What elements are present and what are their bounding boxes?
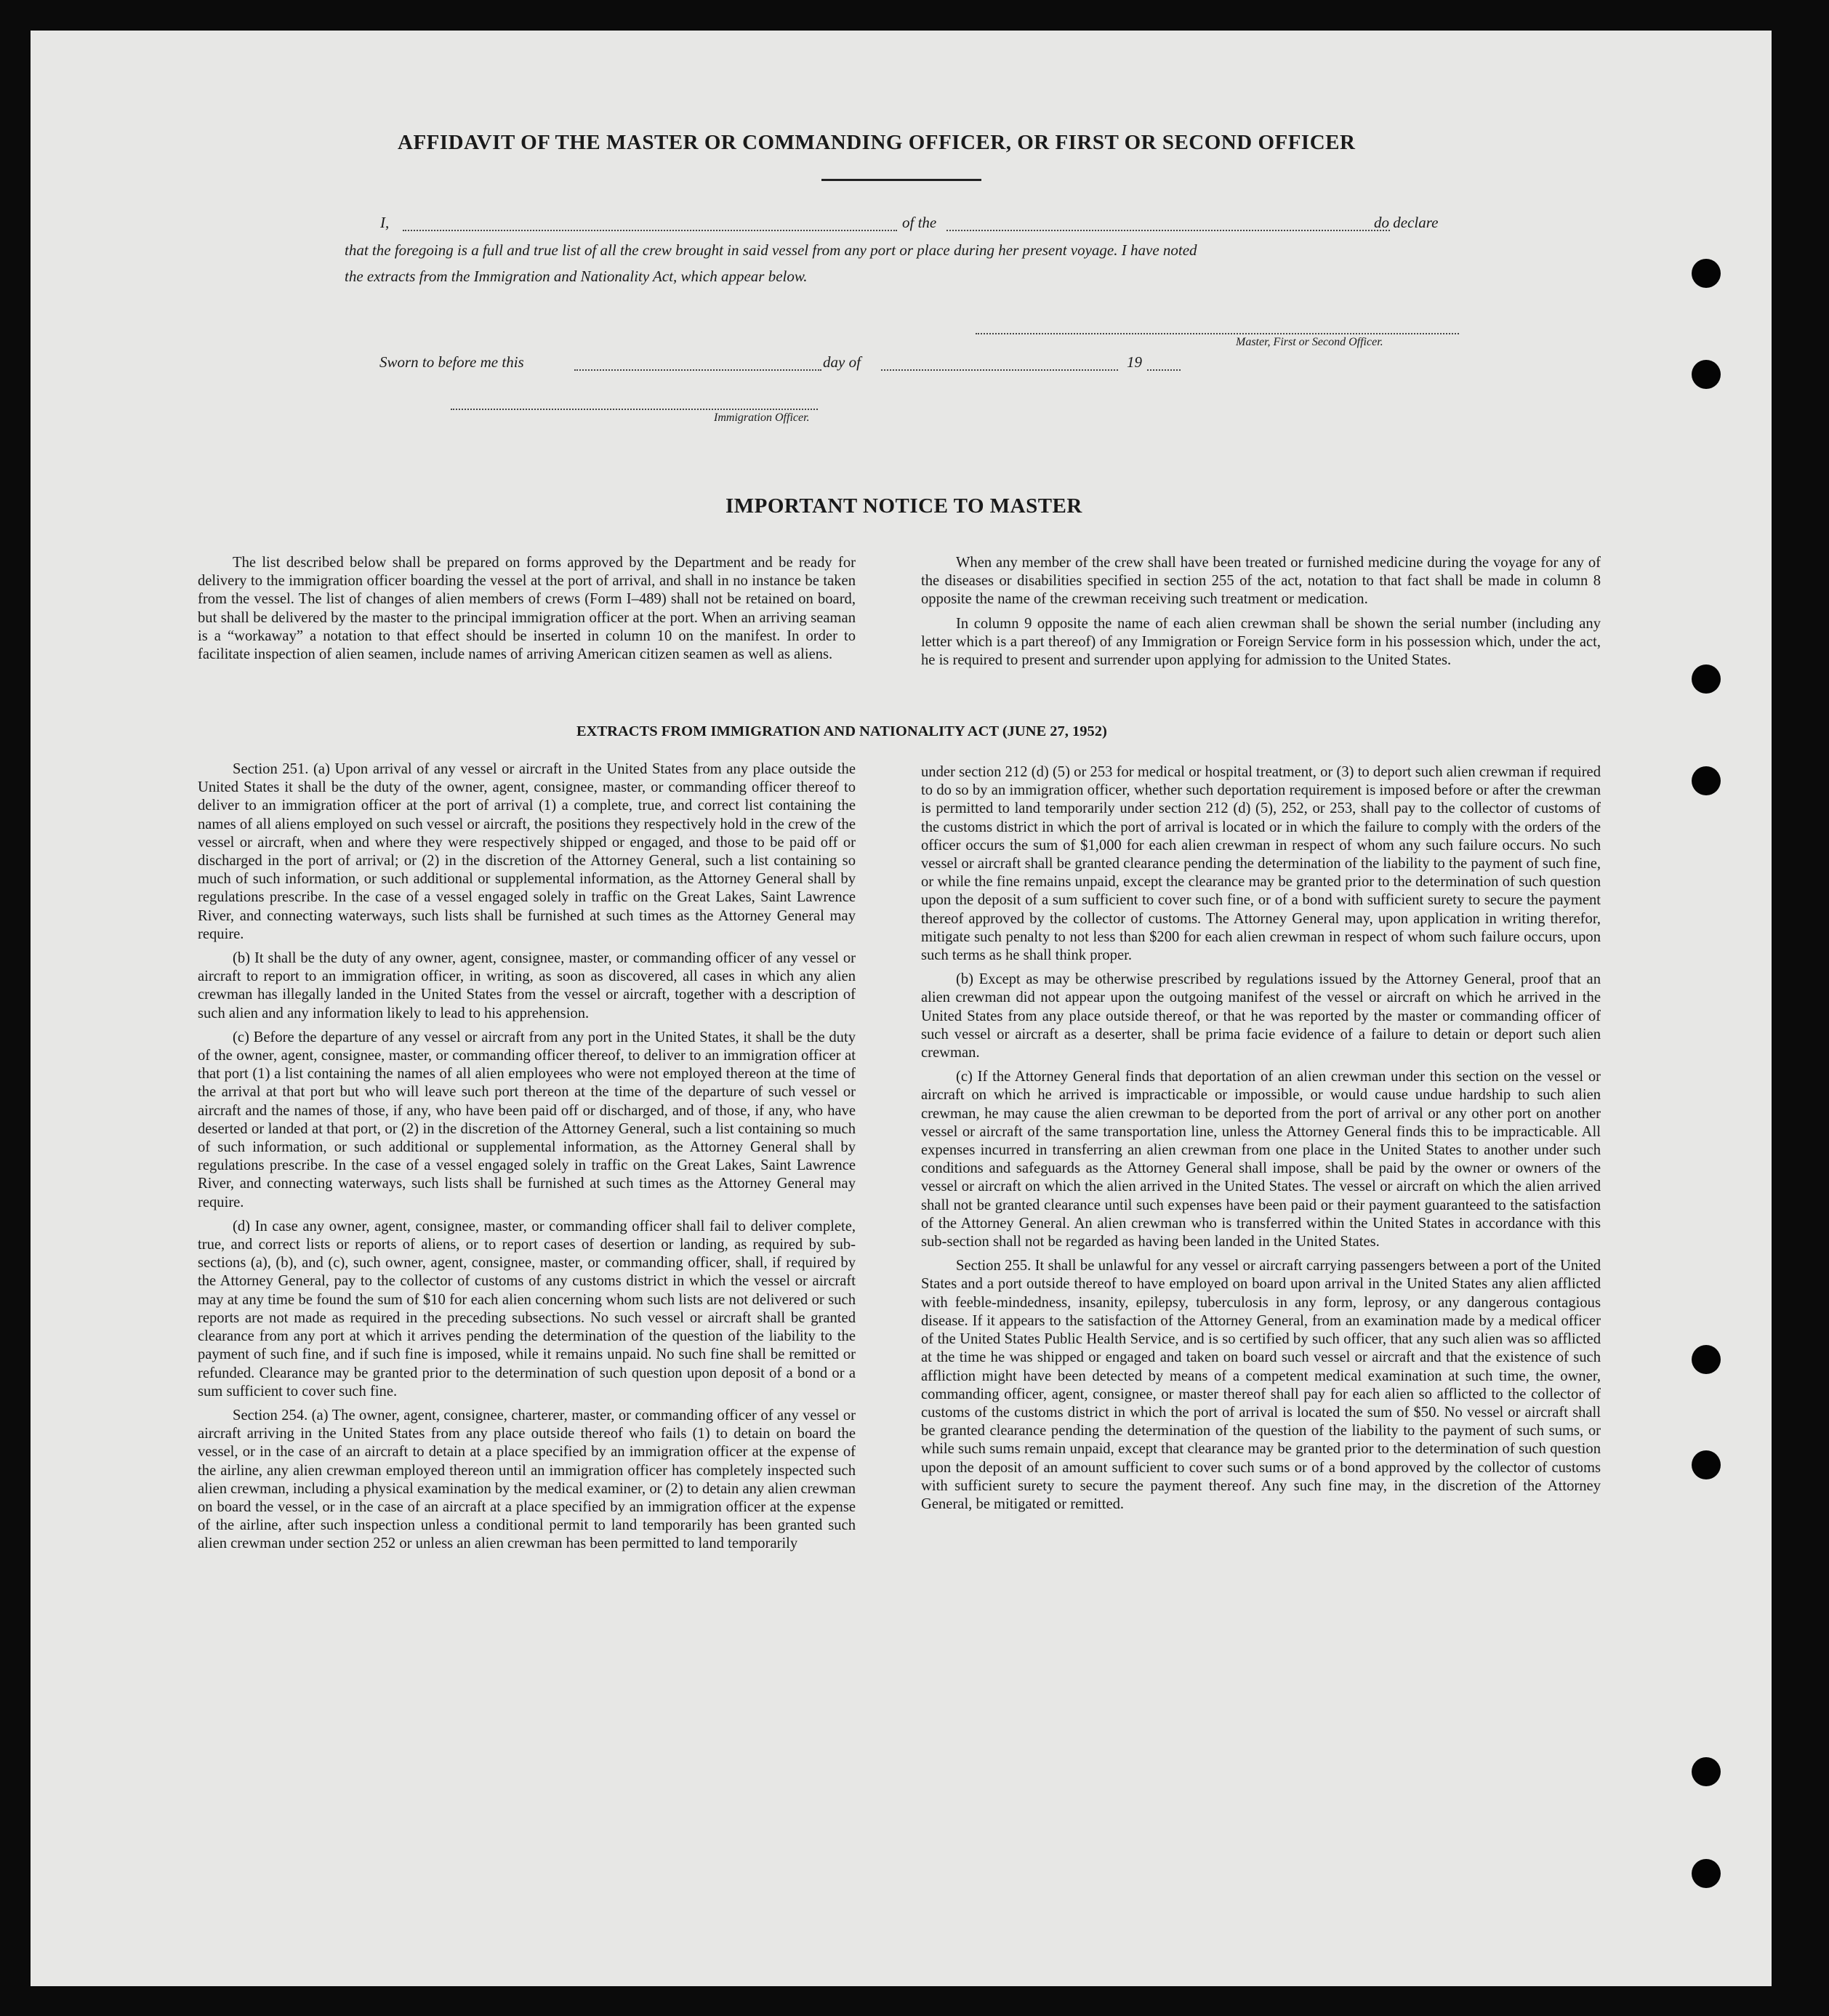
year-blank — [1147, 369, 1181, 371]
year-prefix: 19 — [1127, 353, 1142, 371]
sworn-label: Sworn to before me this — [379, 353, 524, 371]
notice-title: IMPORTANT NOTICE TO MASTER — [725, 494, 1082, 518]
of-the-label: of the — [902, 214, 937, 231]
binder-hole — [1692, 259, 1721, 288]
title-underline — [821, 179, 981, 181]
notice-left-paragraph: The list described below shall be prepared on forms approved by the Department and be ready for delivery to the immigration officer boarding the vessel at the port of arrival, and shall in no instance be taken from the vessel. The list of changes of alien members of crews (Form I–489) shall not be retained on board, but shall be delivered by the master to the principal immigration officer at the port. When an arriving seaman is a “workaway” a notation to that effect should be inserted in column 10 on the manifest. In order to facilitate inspection of alien seamen, include names of arriving American citizen seamen as well as aliens. — [198, 555, 856, 663]
notice-left-column — [198, 554, 856, 670]
affidavit-title: AFFIDAVIT OF THE MASTER OR COMMANDING OFFICER, OR FIRST OR SECOND OFFICER — [398, 131, 1356, 154]
vessel-blank — [946, 230, 1390, 231]
officer-caption: Immigration Officer. — [714, 411, 810, 424]
day-of-label: day of — [823, 353, 861, 371]
statement-line-1: that the foregoing is a full and true list of all the crew brought in said vessel from any port or place during her present voyage. I have noted — [345, 241, 1197, 259]
binder-hole — [1692, 1859, 1721, 1888]
section-254-a: Section 254. (a) The owner, agent, consignee, charterer, master, or commanding officer of any vessel or aircraft arriving in the United States from any place outside thereof who fails (1) to detain on board the vessel, or in the case of an aircraft to detain at a place specified by an immigration officer at the expense of the airline, any alien crewman employed thereon until an immigration officer has completely inspected such alien crewman, including a physical examination by the medical examiner, or (2) to detain any alien crewman on board the vessel, or in the case of an aircraft at a place specified by an immigration officer at the expense of the airline, after such inspection unless a conditional permit to land temporarily has been granted such alien crewman under section 252 or unless an alien crewman has been permitted to land temporarily — [198, 1407, 856, 1552]
section-251-c: (c) Before the departure of any vessel or aircraft from any port in the United States, it shall be the duty of the owner, agent, consignee, master, or commanding officer thereof, to deliver to an immigration officer at that port (1) a list containing the names of all alien employees who were not employed thereon at the time of the arrival at that port but who will leave such port thereon at the time of the departure of such vessel or aircraft and the names of those, if any, who have been paid off or discharged, and of those, if any, who have deserted or landed at that port, or (2) in the discretion of the Attorney General, such a list containing so much of such information, or such additional or supplemental information, as the Attorney General shall by regulations prescribe. In the case of a vessel engaged solely in traffic on the Great Lakes, Saint Lawrence River, and connecting waterways, such lists shall be furnished at such times as the Attorney General may require. — [198, 1029, 856, 1210]
binder-hole — [1692, 766, 1721, 795]
statement-line-2: the extracts from the Immigration and Nationality Act, which appear below. — [345, 268, 808, 285]
signature-blank — [976, 333, 1459, 334]
i-label: I, — [380, 214, 390, 231]
extracts-title: EXTRACTS FROM IMMIGRATION AND NATIONALITY ACT (JUNE 27, 1952) — [576, 723, 1107, 739]
notice-right-paragraph-1: When any member of the crew shall have been treated or furnished medicine during the voyage for any of the diseases or disabilities specified in section 255 of the act, notation to that fact shall be made in column 8 opposite the name of the crewman receiving such treatment or medication. — [921, 555, 1601, 608]
section-254-a-continued: under section 212 (d) (5) or 253 for medical or hospital treatment, or (3) to deport such alien crewman if required to do so by an immigration officer, whether such deportation requirement is imposed before or after the crewman is permitted to land temporarily under section 212 (d) (5), 252, or 253, shall pay to the collector of customs of the customs district in which the port of arrival is located or in which the failure to comply with the orders of the officer occurs the sum of $1,000 for each alien crewman in respect of whom any such failure occurs. No such vessel or aircraft shall be granted clearance pending the determination of the liability to the payment of such fine, or while the fine remains unpaid, except the clearance may be granted prior to the determination of such question upon the deposit of a sum sufficient to cover such fine, or of a bond with sufficient surety to secure the payment thereof approved by the collector of customs. The Attorney General may, upon application in writing therefor, mitigate such penalty to not less than $200 for each alien crewman in respect of whom such failure occurs, upon such terms as he shall think proper. — [921, 764, 1601, 964]
section-251-b: (b) It shall be the duty of any owner, agent, consignee, master, or commanding officer of any vessel or aircraft to report to an immigration officer, in writing, as soon as discovered, all cases in which any alien crewman has illegally landed in the United States from the vessel or aircraft, together with a description of such alien and any information likely to lead to his apprehension. — [198, 950, 856, 1021]
signature-caption: Master, First or Second Officer. — [1236, 336, 1383, 348]
binder-hole — [1692, 1450, 1721, 1479]
binder-hole — [1692, 664, 1721, 694]
notice-right-column — [921, 554, 1601, 675]
extracts-left-column — [198, 760, 856, 1559]
extracts-right-column — [921, 763, 1601, 1519]
section-251-a: Section 251. (a) Upon arrival of any vessel or aircraft in the United States from any place outside the United States it shall be the duty of the owner, agent, consignee, master, or commanding officer thereof to deliver to an immigration officer at the port of arrival (1) a complete, true, and correct list containing the names of all aliens employed on such vessel or aircraft, the positions they respectively hold in the crew of the vessel or aircraft, when and where they were respectively shipped or engaged, and those to be paid off or discharged in the port of arrival; or (2) in the discretion of the Attorney General, such a list containing so much of such information, or such additional or supplemental information, as the Attorney General shall by regulations prescribe. In the case of a vessel engaged solely in traffic on the Great Lakes, Saint Lawrence River, and connecting waterways, such lists shall be furnished at such times as the Attorney General may require. — [198, 761, 856, 942]
document-page — [31, 31, 1772, 1986]
name-blank — [403, 230, 897, 231]
do-declare-label: do declare — [1374, 214, 1439, 231]
section-254-b: (b) Except as may be otherwise prescribed by regulations issued by the Attorney General, proof that an alien crewman did not appear upon the outgoing manifest of the vessel or aircraft on which he arrived in the United States from any place outside thereof, or that he was reported by the master or commanding officer of such vessel or aircraft as a deserter, shall be prima facie evidence of a failure to detain or deport such alien crewman. — [921, 971, 1601, 1061]
section-254-c: (c) If the Attorney General finds that deportation of an alien crewman under this section on the vessel or aircraft on which he arrived is impracticable or impossible, or would cause undue hardship to such alien crewman, he may cause the alien crewman to be deported from the port of arrival or any other port on another vessel or aircraft of the same transportation line, unless the Attorney General finds this to be impracticable. All expenses incurred in transferring an alien crewman from one place in the United States to another under such conditions and safeguards as the Attorney General shall impose, shall be paid by the owner or owners of the vessel or aircraft on which the alien arrived in the United States. The vessel or aircraft on which the alien arrived shall not be granted clearance until such expenses have been paid or their payment guaranteed to the satisfaction of the Attorney General. An alien crewman who is transferred within the United States in accordance with this sub-section shall not be regarded as having been landed in the United States. — [921, 1069, 1601, 1250]
sworn-day-blank — [574, 369, 821, 371]
binder-hole — [1692, 1345, 1721, 1374]
officer-signature-blank — [451, 409, 818, 410]
sworn-month-blank — [881, 369, 1118, 371]
binder-hole — [1692, 1757, 1721, 1786]
binder-hole — [1692, 360, 1721, 389]
notice-right-paragraph-2: In column 9 opposite the name of each alien crewman shall be shown the serial number (including any letter which is a part thereof) of any Immigration or Foreign Service form in his possession which, under the act, he is required to present and surrender upon applying for admission to the United States. — [921, 615, 1601, 669]
section-251-d: (d) In case any owner, agent, consignee, master, or commanding officer shall fail to deliver complete, true, and correct lists or reports of aliens, or to report cases of desertion or landing, as required by sub-sections (a), (b), and (c), such owner, agent, consignee, master, or commanding officer, shall, if required by the Attorney General, pay to the collector of customs of any customs district in which the vessel or aircraft may at any time be found the sum of $10 for each alien concerning whom such lists are not delivered or such reports are not made as required in the preceding subsections. No such vessel or aircraft shall be granted clearance from any port at which it arrives pending the determination of the question of the liability to the payment of such fine, and if such fine is imposed, while it remains unpaid. No such fine shall be remitted or refunded. Clearance may be granted prior to the determination of such question upon deposit of a bond or a sum sufficient to cover such fine. — [198, 1218, 856, 1399]
section-255: Section 255. It shall be unlawful for any vessel or aircraft carrying passengers between a port of the United States and a port outside thereof to have employed on board upon arrival in the United States any alien afflicted with feeble-mindedness, insanity, epilepsy, tuberculosis in any form, leprosy, or any dangerous contagious disease. If it appears to the satisfaction of the Attorney General, from an examination made by a medical officer of the United States Public Health Service, and is so certified by such officer, that any such alien was so afflicted at the time he was shipped or engaged and taken on board such vessel or aircraft and that the existence of such affliction might have been detected by means of a competent medical examination at such time, the owner, commanding officer, agent, consignee, or master thereof shall pay for each alien so afflicted to the collector of customs of the customs district in which the port of arrival is located the sum of $50. No vessel or aircraft shall be granted clearance pending the determination of the question of the liability to the payment of such sums, or while such sums remain unpaid, except that clearance may be granted prior to the determination of such question upon the deposit of an amount sufficient to cover such sums or of a bond approved by the collector of customs with sufficient surety to secure the payment thereof. Any such fine may, in the discretion of the Attorney General, be mitigated or remitted. — [921, 1258, 1601, 1512]
